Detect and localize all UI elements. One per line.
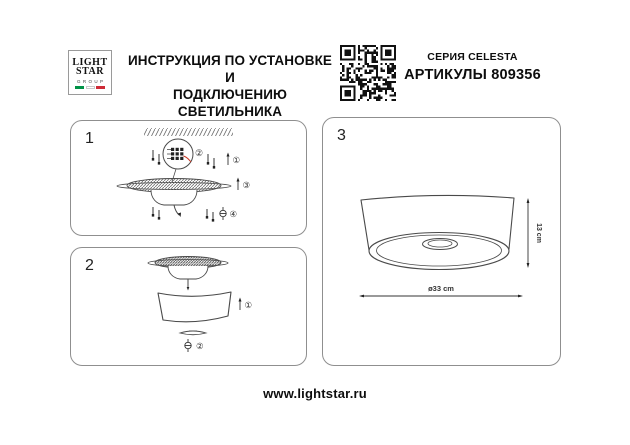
title-line-2: ПОДКЛЮЧЕНИЮ СВЕТИЛЬНИКА (172, 87, 288, 119)
logo-star: STAR (76, 66, 104, 78)
canopy (168, 266, 208, 279)
fixture-drawing (361, 195, 514, 269)
callout-2: ② (195, 148, 204, 158)
canopy (151, 190, 197, 205)
screw-icon (220, 207, 226, 220)
title-line-1: ИНСТРУКЦИЯ ПО УСТАНОВКЕ И (127, 53, 333, 85)
hanging-pin (187, 279, 190, 291)
step-3-number: 3 (337, 127, 346, 144)
article-number: АРТИКУЛЫ 809356 (404, 67, 541, 83)
step-1-diagram (71, 121, 305, 234)
step-3-panel (322, 117, 561, 366)
step-2-panel (70, 247, 307, 366)
logo-group: GROUP (76, 78, 106, 84)
diameter-dimension-line (359, 295, 523, 298)
italian-flag-icon (75, 86, 105, 89)
arrow-up-1 (239, 298, 242, 311)
page-title (126, 52, 334, 120)
series-label: СЕРИЯ CELESTA (427, 51, 518, 63)
qr-code-icon (340, 45, 396, 101)
lightstar-logo (68, 50, 112, 95)
screw-icon (185, 339, 191, 352)
lamp-shade (158, 292, 231, 322)
diffuser-lens (180, 331, 206, 335)
website-url: www.lightstar.ru (263, 386, 367, 401)
height-dimension-line (527, 198, 530, 268)
step-2-diagram (71, 248, 305, 364)
diameter-dimension-label: ø33 cm (428, 284, 454, 293)
callout-3: ③ (242, 180, 251, 190)
callout-1: ① (232, 155, 241, 165)
hanging-wire (174, 205, 181, 217)
product-info (400, 51, 545, 83)
callout-4: ④ (229, 209, 238, 219)
step-3-diagram (323, 118, 559, 364)
logo-light: LIGHT (72, 56, 108, 68)
callout-1: ① (244, 300, 253, 310)
arrow-up-1 (227, 153, 230, 166)
step-1-number: 1 (85, 130, 94, 147)
step-1-panel (70, 120, 307, 236)
mounting-screws-bottom (152, 207, 214, 222)
callout-2: ② (196, 341, 204, 351)
ceiling-hatch (144, 128, 233, 136)
arrow-up-3 (237, 178, 240, 191)
height-dimension-label: 13 cm (535, 223, 542, 243)
step-2-number: 2 (85, 257, 94, 274)
